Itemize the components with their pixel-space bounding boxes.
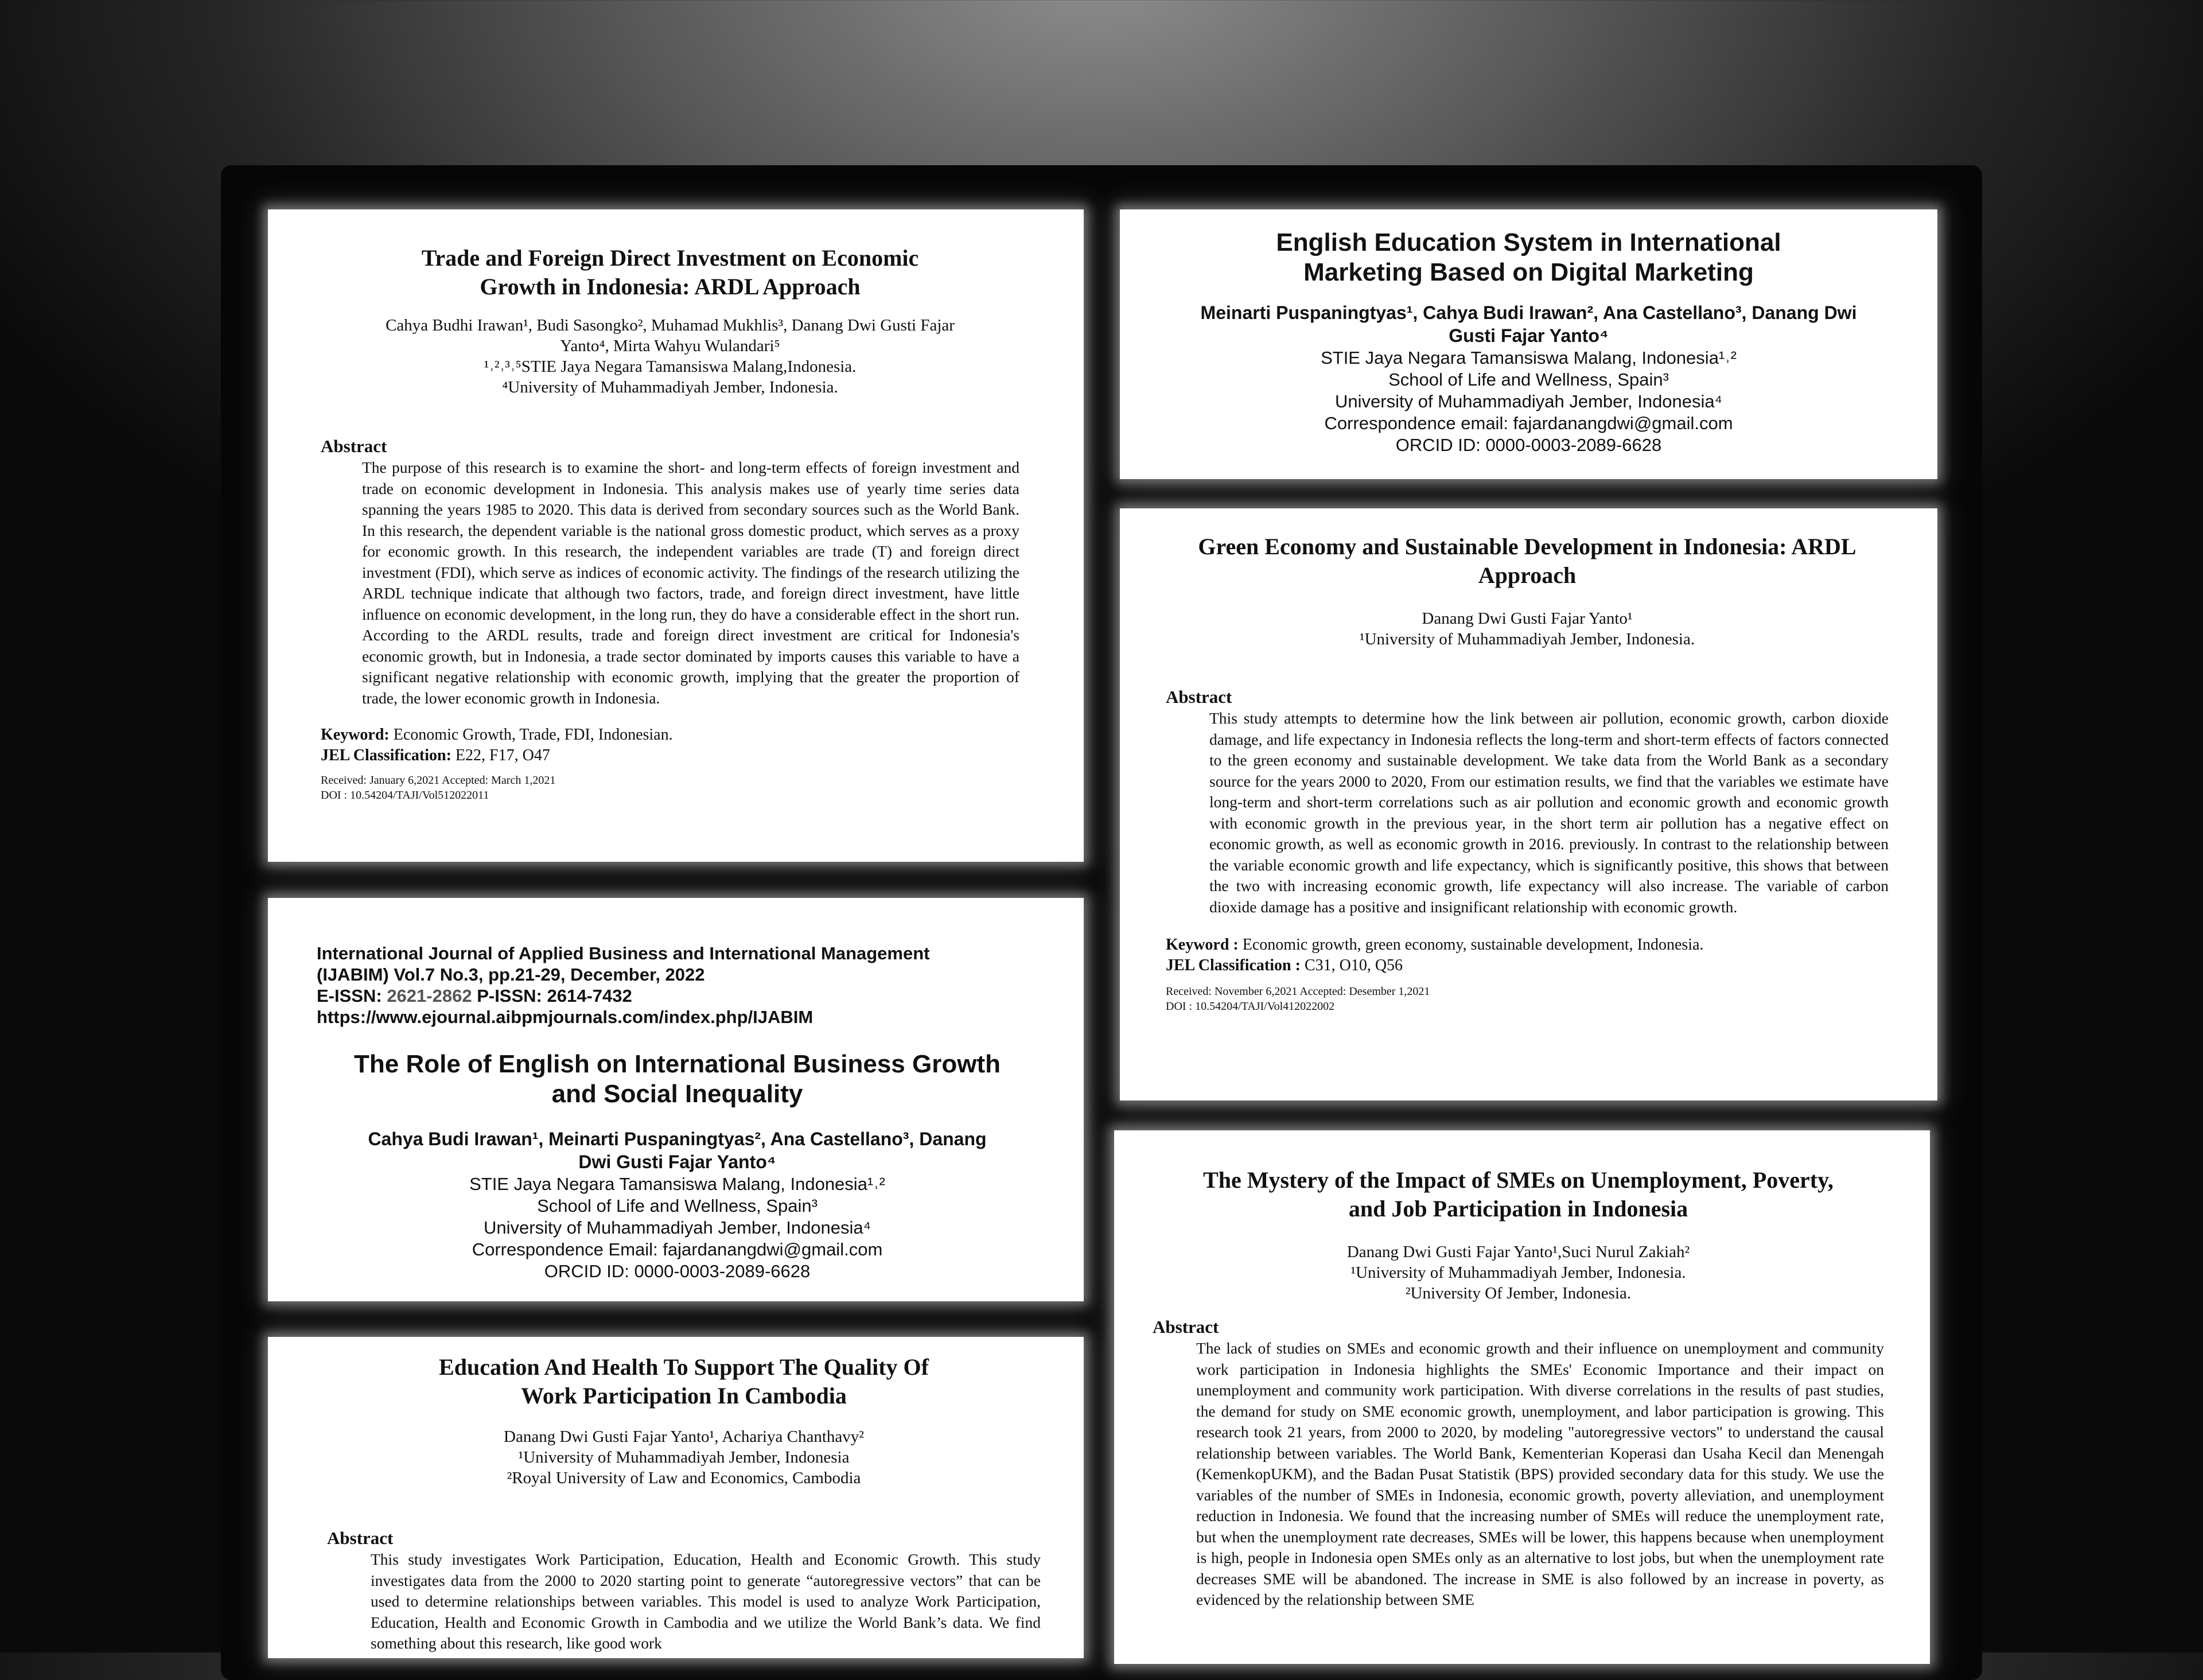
abstract-text: This study investigates Work Participation, Education, Health and Economic Growth. This study investigates data from the 2000 to 2020 starting point to generate “autoregressive vectors” that can be used to determine relationships between variables. This model is used to analyze Work Participation, Education, Health and Economic Growth in Cambodia and we utilize the World Bank’s data. We find something about this research, like good work xyxy=(371,1550,1041,1652)
paper-authors: Danang Dwi Gusti Fajar Yanto¹ xyxy=(1422,609,1633,628)
paper-card-role-of-english xyxy=(268,898,1084,1301)
journal-name: International Journal of Applied Business and International Management xyxy=(317,943,930,963)
pissn: P-ISSN: 2614-7432 xyxy=(477,986,632,1006)
abstract-heading: Abstract xyxy=(327,1528,394,1548)
affiliation-line: ²Royal University of Law and Economics, Cambodia xyxy=(507,1469,861,1487)
abstract-heading: Abstract xyxy=(321,436,387,456)
abstract-heading: Abstract xyxy=(1153,1317,1219,1337)
keywords-line xyxy=(321,725,1019,745)
affiliation-line: University of Muhammadiyah Jember, Indonesia⁴ xyxy=(1335,391,1722,411)
paper-affiliations xyxy=(317,1173,1038,1282)
jel-line xyxy=(321,745,1019,766)
paper-card-green-economy xyxy=(1120,508,1937,1100)
doi: DOI : 10.54204/TAJI/Vol512022011 xyxy=(321,789,489,802)
correspondence-email: Correspondence email: fajardanangdwi@gmail.com xyxy=(1324,413,1733,433)
affiliation-line: STIE Jaya Negara Tamansiswa Malang, Indonesia¹˒² xyxy=(1321,348,1737,368)
keywords-value: Economic growth, green economy, sustainable development, Indonesia. xyxy=(1242,936,1704,954)
paper-affiliations xyxy=(1166,629,1889,650)
paper-authors: Danang Dwi Gusti Fajar Yanto¹,Suci Nurul Zakiah² xyxy=(1346,1243,1690,1261)
paper-title: Education And Health To Support The Quality Of Work Participation In Cambodia xyxy=(439,1354,929,1409)
paper-affiliations xyxy=(1153,1262,1884,1304)
affiliation-line: School of Life and Wellness, Spain³ xyxy=(1388,370,1669,390)
paper-card-smes-mystery xyxy=(1114,1130,1930,1664)
paper-authors: Meinarti Puspaningtyas¹, Cahya Budi Irawan², Ana Castellano³, Danang Dwi Gusti Fajar Yanto⁴ xyxy=(1200,302,1857,346)
keywords-label: Keyword: xyxy=(321,726,390,744)
paper-affiliations xyxy=(327,1447,1041,1488)
affiliation-line: ¹University of Muhammadiyah Jember, Indonesia xyxy=(518,1448,850,1467)
received-dates: Received: January 6,2021 Accepted: March 1,2021 xyxy=(321,774,556,787)
keywords-label: Keyword : xyxy=(1166,936,1239,954)
orcid-id: ORCID ID: 0000-0003-2089-6628 xyxy=(1395,435,1662,455)
paper-authors: Danang Dwi Gusti Fajar Yanto¹, Achariya Chanthavy² xyxy=(504,1428,864,1446)
affiliation-line: ²University Of Jember, Indonesia. xyxy=(1405,1284,1632,1302)
affiliation-line: ¹University of Muhammadiyah Jember, Indonesia. xyxy=(1350,1263,1686,1282)
jel-label: JEL Classification: xyxy=(321,746,452,764)
paper-card-education-health xyxy=(268,1337,1084,1658)
eissn-label: E-ISSN: xyxy=(317,986,382,1006)
paper-card-trade-fdi xyxy=(268,209,1084,862)
affiliation-line: ¹˒²˒³˒⁵STIE Jaya Negara Tamansiswa Malang,Indonesia. xyxy=(484,357,857,376)
paper-affiliations xyxy=(1177,347,1880,456)
jel-line xyxy=(1166,955,1889,976)
abstract-text: This study attempts to determine how the link between air pollution, economic growth, carbon dioxide damage, and life expectancy in Indonesia reflects the long-term and short-term effects of factors connected to the green economy and sustainable development. We take data from the World Bank as a secondary source for the years 2000 to 2020, From our estimation results, we find that the variables we estimate have long-term and short-term correlations such as air pollution and economic growth and economic growth with economic growth in the previous year, in the short term air pollution has a negative effect on economic growth, as well as economic growth in 2016. previously. In contrast to the relationship between the variable economic growth and life expectancy, which is significantly positive, this shows that between the two with increasing economic growth, life expectancy will also increase. The variable of carbon dioxide damage has a positive and insignificant relationship with economic growth. xyxy=(1209,709,1889,916)
paper-authors: Cahya Budi Irawan¹, Meinarti Puspaningtyas², Ana Castellano³, Danang Dwi Gusti Fajar Yanto⁴ xyxy=(368,1129,987,1172)
jel-label: JEL Classification : xyxy=(1166,956,1301,974)
correspondence-email: Correspondence Email: fajardanangdwi@gmail.com xyxy=(472,1239,883,1259)
affiliation-line: School of Life and Wellness, Spain³ xyxy=(537,1196,818,1216)
paper-title: Green Economy and Sustainable Development in Indonesia: ARDL Approach xyxy=(1198,534,1856,588)
journal-header xyxy=(317,943,1038,1028)
jel-value: C31, O10, Q56 xyxy=(1304,956,1403,974)
eissn-value: 2621-2862 xyxy=(387,986,472,1006)
affiliation-line: ⁴University of Muhammadiyah Jember, Indonesia. xyxy=(502,378,838,396)
affiliation-line: ¹University of Muhammadiyah Jember, Indonesia. xyxy=(1359,630,1695,648)
abstract-text: The purpose of this research is to examine the short- and long-term effects of foreign investment and trade on economic development in Indonesia. This analysis makes use of yearly time series data spanning the years 1985 to 2020. This data is derived from secondary sources such as the World Bank. In this research, the dependent variable is the national gross domestic product, which serves as a proxy for economic growth. In this research, the independent variables are trade (T) and foreign direct investment (FDI), which serve as indices of economic activity. The findings of the research utilizing the ARDL technique indicate that although two factors, trade, and foreign direct investment, have little influence on economic development, in the long run, they do have a considerable effect in the short run. According to the ARDL results, trade and foreign direct investment are critical for Indonesia's economic growth, but in Indonesia, a trade sector dominated by imports causes this variable to have a significant negative relationship with economic growth, implying that the greater the proportion of trade, the lower economic growth in Indonesia. xyxy=(362,458,1019,707)
affiliation-line: University of Muhammadiyah Jember, Indonesia⁴ xyxy=(484,1218,871,1238)
jel-value: E22, F17, O47 xyxy=(455,746,550,764)
journal-volume: (IJABIM) Vol.7 No.3, pp.21-29, December, 2022 xyxy=(317,965,705,985)
affiliation-line: STIE Jaya Negara Tamansiswa Malang, Indonesia¹˒² xyxy=(469,1174,885,1194)
paper-title: The Mystery of the Impact of SMEs on Unemployment, Poverty, and Job Participation in Indonesia xyxy=(1203,1167,1834,1222)
orcid-id: ORCID ID: 0000-0003-2089-6628 xyxy=(544,1261,811,1281)
paper-title: The Role of English on International Business Growth and Social Inequality xyxy=(354,1050,1001,1108)
issn-line xyxy=(317,985,1038,1006)
paper-card-english-education xyxy=(1120,209,1937,479)
keywords-line xyxy=(1166,935,1889,955)
keywords-value: Economic Growth, Trade, FDI, Indonesian. xyxy=(393,726,673,744)
paper-title: English Education System in International Marketing Based on Digital Marketing xyxy=(1276,228,1781,286)
abstract-heading: Abstract xyxy=(1166,687,1232,707)
paper-title: Trade and Foreign Direct Investment on Economic Growth in Indonesia: ARDL Approach xyxy=(421,245,919,300)
received-dates: Received: November 6,2021 Accepted: Desember 1,2021 xyxy=(1166,985,1430,998)
journal-url[interactable]: https://www.ejournal.aibpmjournals.com/index.php/IJABIM xyxy=(317,1007,814,1027)
doi: DOI : 10.54204/TAJI/Vol412022002 xyxy=(1166,1000,1335,1013)
abstract-text: The lack of studies on SMEs and economic growth and their influence on unemployment and community work participation in Indonesia highlights the SMEs' Economic Importance and their impact on unemployment and community work participation. With diverse correlations in the results of past studies, the demand for study on SME economic growth, unemployment, and labor participation is growing. This research took 21 years, from 2000 to 2020, by modeling "autoregressive vectors" to understand the causal relationship between variables. The World Bank, Kementerian Koperasi dan Usaha Kecil dan Menengah (KemenkopUKM), and the Badan Pusat Statistik (BPS) provided secondary data for this study. We use the variables of the number of SMEs in Indonesia, economic growth, poverty alleviation, and unemployment reduction in Indonesia. We found that the increasing number of SMEs will reduce the unemployment rate, but when the unemployment rate decreases, SMEs will be lower, this happens because when unemployment is high, people in Indonesia open SMEs only as an alternative to lost jobs, but when the unemployment rate decreases SME will be abandoned. The increase in SME is also followed by an increase in poverty, as evidenced by the relationship between SME xyxy=(1196,1339,1884,1608)
paper-affiliations xyxy=(321,356,1019,398)
paper-authors: Cahya Budhi Irawan¹, Budi Sasongko², Muhamad Mukhlis³, Danang Dwi Gusti Fajar Yanto⁴, Mirta Wahyu Wulandari⁵ xyxy=(386,316,955,355)
